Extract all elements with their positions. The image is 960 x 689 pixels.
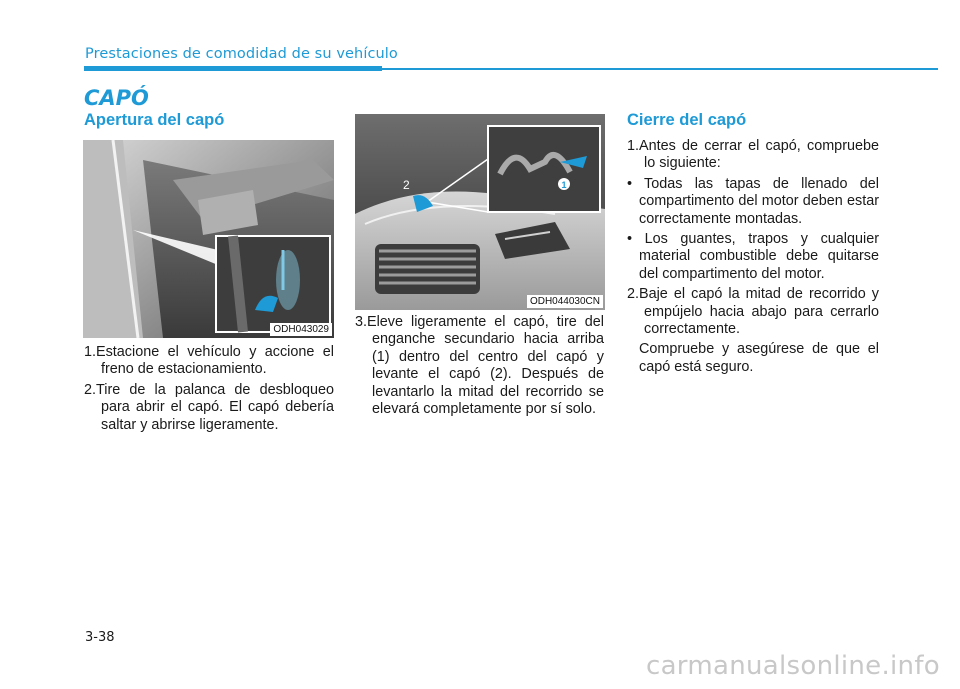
closing-heading: Cierre del capó xyxy=(627,111,747,129)
figure-hood-latch xyxy=(355,114,605,310)
watermark: carmanualsonline.info xyxy=(645,651,940,681)
latch-steps xyxy=(355,314,604,421)
opening-step-1: 1.Estacione el vehículo y accione el freno de estacionamiento. xyxy=(84,344,334,378)
closing-bullet-1: • Todas las tapas de llenado del compartimento del motor deben estar correctamente montadas. xyxy=(627,175,879,227)
opening-heading: Apertura del capó xyxy=(84,111,225,129)
closing-step-2: 2.Baje el capó la mitad de recorrido y empújelo hacia abajo para cerrarlo correctamente. xyxy=(627,286,879,338)
running-header: Prestaciones de comodidad de su vehículo xyxy=(85,46,398,62)
closing-bullet-2: • Los guantes, trapos y cualquier material combustible debe quitarse del compartimento del motor. xyxy=(627,231,879,282)
release-lever-illustration xyxy=(83,140,334,338)
hood-latch-illustration xyxy=(355,114,605,310)
header-bar xyxy=(84,66,382,71)
closing-step-1: 1.Antes de cerrar el capó, compruebe lo siguiente: xyxy=(627,138,879,172)
page-number: 3-38 xyxy=(85,630,115,645)
figure-release-lever xyxy=(83,140,334,338)
opening-steps xyxy=(84,344,334,437)
callout-2: 2 xyxy=(403,178,410,192)
header-rule xyxy=(382,68,938,70)
callout-1: 1 xyxy=(561,180,567,190)
figure-code: ODH044030CN xyxy=(527,295,603,308)
closing-steps xyxy=(627,138,879,379)
opening-step-3: 3.Eleve ligeramente el capó, tire del enganche secundario hacia arriba (1) dentro del centro del capó y levante el capó (2). Después de levantarlo la mitad del recorrido se elevará completamente por sí solo. xyxy=(355,314,604,418)
closing-note: Compruebe y asegúrese de que el capó está seguro. xyxy=(639,341,879,375)
opening-step-2: 2.Tire de la palanca de desbloqueo para abrir el capó. El capó debería saltar y abrirse ligeramente. xyxy=(84,381,334,433)
figure-code: ODH043029 xyxy=(270,323,332,336)
section-title: CAPÓ xyxy=(84,86,149,110)
